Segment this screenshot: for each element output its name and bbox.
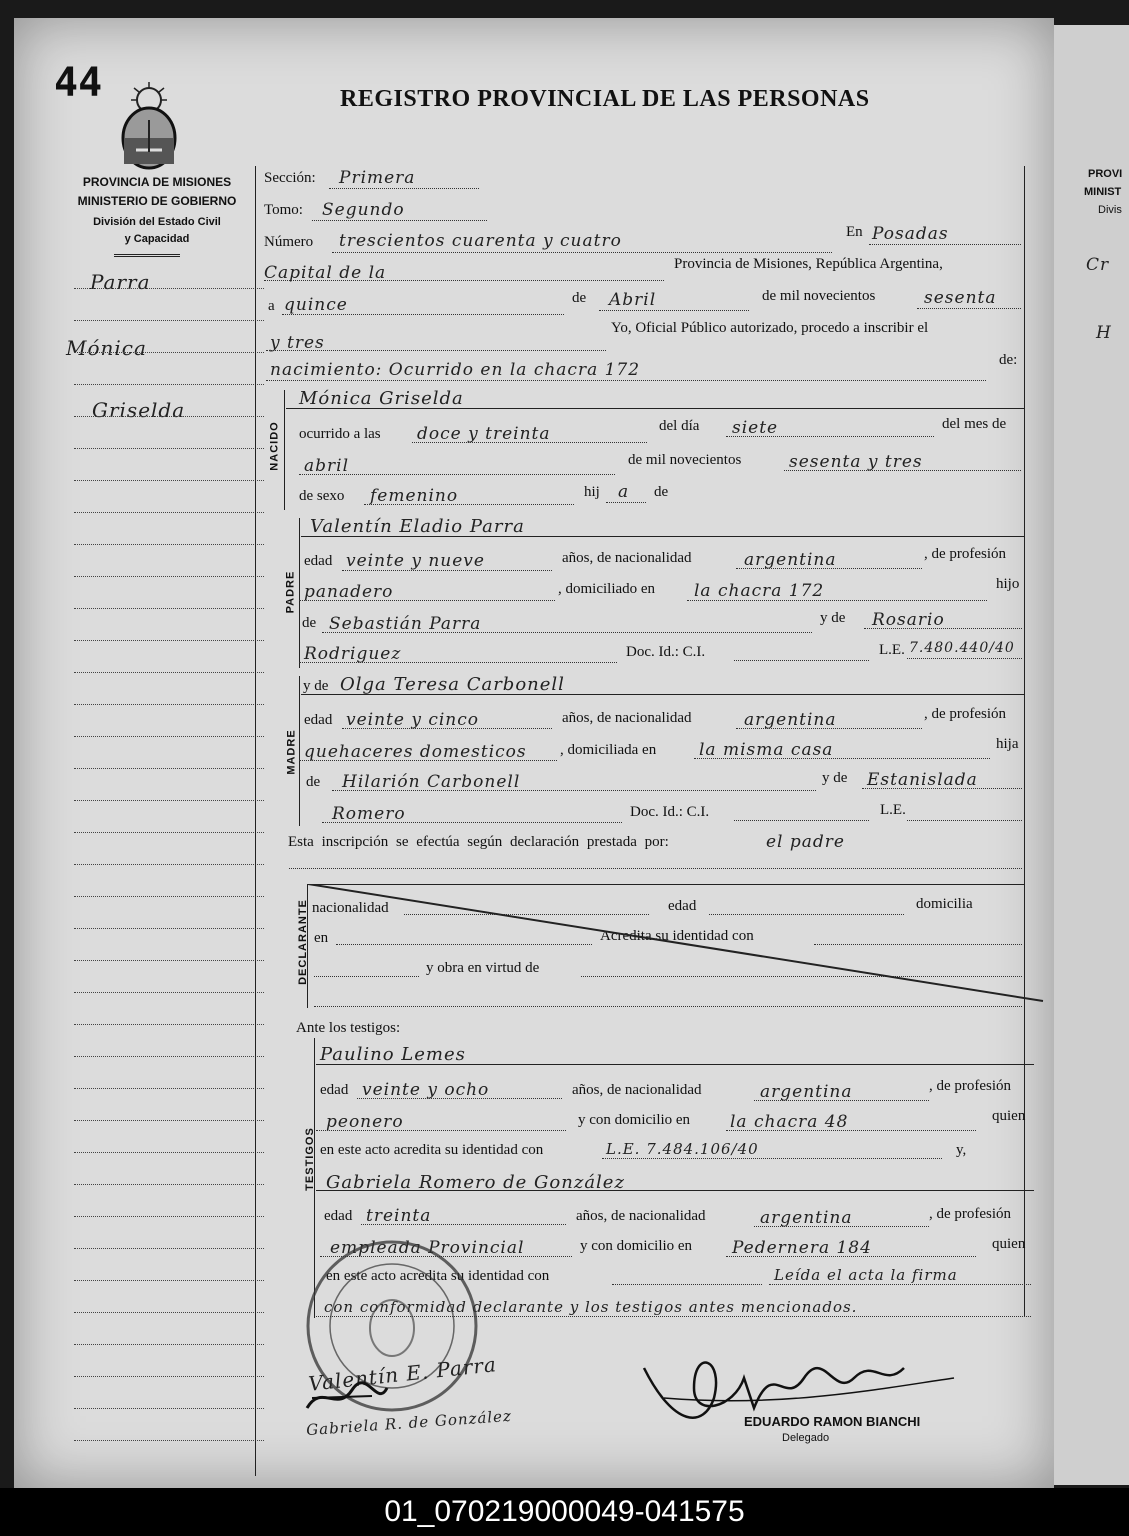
nacido-anio-value: sesenta y tres (789, 452, 923, 472)
right-page-text-1: PROVI (1088, 168, 1123, 180)
margin-rule (74, 1248, 264, 1249)
madre-hija-label: hija (996, 736, 1019, 752)
mes-label: del mes de (942, 416, 1007, 432)
padre-bracket (299, 518, 300, 668)
madre-dom-label: , domiciliada en (560, 742, 657, 758)
testigo-1-nombre: Paulino Lemes (320, 1044, 466, 1065)
padre-section-label: PADRE (284, 570, 297, 614)
testigos-section-label: TESTIGOS (303, 1127, 316, 1191)
division-label-2: y Capacidad (124, 233, 190, 245)
hora-value: doce y treinta (417, 424, 551, 444)
margin-rule (74, 1280, 264, 1281)
testigo-2-edad-label: edad (324, 1208, 353, 1224)
padre-prof-value: panadero (304, 582, 394, 602)
margin-rule (74, 544, 264, 545)
declarante-acredita: Acredita su identidad con (600, 928, 754, 944)
testigo-1-quien: quien (992, 1108, 1026, 1124)
page-title: REGISTRO PROVINCIAL DE LAS PERSONAS (340, 86, 870, 112)
margin-rule (74, 768, 264, 769)
margin-rule (74, 1312, 264, 1313)
madre-nac-value: argentina (744, 710, 837, 730)
margin-rule (74, 608, 264, 609)
numero-value: trescientos cuarenta y cuatro (339, 231, 622, 251)
document-code: 01_070219000049-041575 (0, 1488, 1129, 1536)
testigo-1-dom-label: y con domicilio en (578, 1112, 691, 1128)
testigo-1-prof-label: , de profesión (929, 1078, 1012, 1094)
en-value: Posadas (872, 224, 949, 244)
declarante-cancel-line (308, 884, 1048, 1004)
ministry-label: MINISTERIO DE GOBIERNO (77, 194, 237, 208)
madre-le-label: L.E. (880, 802, 906, 818)
leida-text: Leída el acta la firma (774, 1266, 958, 1284)
padre-le-value: 7.480.440/40 (909, 640, 1015, 656)
madre-edad-value: veinte y cinco (346, 710, 480, 730)
conformidad-text: con conformidad declarante y los testigos antes mencionados. (324, 1298, 858, 1316)
nacimiento-value: nacimiento: Ocurrido en la chacra 172 (270, 360, 641, 380)
margin-rule (74, 1216, 264, 1217)
madre-bracket (299, 676, 300, 826)
testigo-1-y-label: y, (956, 1142, 967, 1158)
padre-madre-de: Rosario (872, 610, 945, 630)
right-border (1024, 166, 1025, 1316)
declarante-en: en (314, 930, 329, 946)
tomo-value: Segundo (322, 200, 405, 220)
margin-rule (74, 928, 264, 929)
margin-rule (74, 896, 264, 897)
testigo-2-edad: treinta (366, 1206, 432, 1226)
provincia-text: Provincia de Misiones, República Argentina, (674, 256, 943, 272)
de-label: de (572, 290, 587, 306)
padre-doc-label: Doc. Id.: C.I. (626, 644, 706, 660)
margin-surname: Parra (90, 270, 151, 294)
dia-label: del día (659, 418, 700, 434)
margin-rule (74, 832, 264, 833)
margin-rule (74, 320, 264, 321)
padre-dom-label: , domiciliado en (558, 581, 656, 597)
testigo-2-prof: empleada Provincial (330, 1238, 525, 1258)
official-name: EDUARDO RAMON BIANCHI (744, 1414, 921, 1429)
madre-madre-de: Estanislada (867, 770, 978, 790)
testigos-ante: Ante los testigos: (296, 1020, 401, 1036)
padre-nac-value: argentina (744, 550, 837, 570)
declarante-obra: y obra en virtud de (426, 960, 540, 976)
margin-rule (74, 1408, 264, 1409)
official-role: Delegado (782, 1432, 830, 1444)
a-value: quince (284, 295, 348, 315)
margin-rule (74, 864, 264, 865)
madre-prof-label: , de profesión (924, 706, 1007, 722)
nacido-mil-label: de mil novecientos (628, 452, 742, 468)
en-label: En (846, 224, 863, 240)
margin-rule (74, 1120, 264, 1121)
madre-dom-value: la misma casa (699, 740, 834, 760)
margin-rule (74, 384, 264, 385)
testigo-1-doc: L.E. 7.484.106/40 (606, 1140, 759, 1158)
signature-witness-1-icon (302, 1378, 392, 1418)
madre-nac-label: años, de nacionalidad (562, 710, 692, 726)
testigo-2-prof-label: , de profesión (929, 1206, 1012, 1222)
padre-prof-label: , de profesión (924, 546, 1007, 562)
testigo-1-prof: peonero (326, 1112, 404, 1132)
margin-rule (74, 576, 264, 577)
testigo-1-nac-label: años, de nacionalidad (572, 1082, 702, 1098)
madre-y-de-label: y de (303, 678, 329, 694)
testigo-2-nac-label: años, de nacionalidad (576, 1208, 706, 1224)
padre-de-label: de (302, 615, 317, 631)
madre-edad-label: edad (304, 712, 333, 728)
hij-value: a (618, 482, 630, 502)
margin-rule (74, 352, 264, 353)
margin-divider (255, 166, 256, 1476)
padre-padre-de: Sebastián Parra (329, 614, 482, 634)
madre-padre-de: Hilarión Carbonell (342, 772, 521, 792)
margin-rule (74, 416, 264, 417)
mil-text: de mil novecientos (762, 288, 876, 304)
padre-dom-value: la chacra 172 (694, 581, 825, 601)
margin-rule (74, 736, 264, 737)
oficial-text: Yo, Oficial Público autorizado, procedo a inscribir el (611, 320, 929, 336)
margin-rule (74, 704, 264, 705)
margin-rule (74, 672, 264, 673)
padre-nombre: Valentín Eladio Parra (310, 516, 525, 537)
nacido-mes-value: abril (304, 456, 350, 476)
testigo-2-dom: Pedernera 184 (732, 1238, 872, 1258)
margin-rule (74, 1152, 264, 1153)
testigo-1-nac: argentina (760, 1082, 853, 1102)
madre-doc-label: Doc. Id.: C.I. (630, 804, 710, 820)
margin-name-2: Griselda (92, 398, 186, 422)
declarante-nacionalidad: nacionalidad (312, 900, 389, 916)
page-number: 44 (54, 60, 103, 106)
sexo-label: de sexo (299, 488, 345, 504)
registry-page (14, 18, 1054, 1488)
mes-value: Abril (609, 290, 657, 310)
seccion-value: Primera (339, 168, 416, 188)
testigo-2-acto-label: en este acto acredita su identidad con (326, 1268, 550, 1284)
signature-witness-2: Gabriela R. de González (305, 1406, 513, 1440)
adjacent-page (1048, 25, 1129, 1485)
header-divider (114, 254, 180, 257)
madre-y-de2-label: y de (822, 770, 848, 786)
padre-le-label: L.E. (879, 642, 905, 658)
testigo-1-dom: la chacra 48 (730, 1112, 849, 1132)
padre-y-de-label: y de (820, 610, 846, 626)
anio-value: sesenta (924, 288, 997, 308)
nacido-de-label: de (654, 484, 669, 500)
padre-hijo-label: hijo (996, 576, 1020, 592)
declarante-section-label: DECLARANTE (296, 899, 309, 985)
margin-rule (74, 480, 264, 481)
declaracion-text: Esta inscripción se efectúa según declaración prestada por: (288, 834, 669, 850)
a-label: a (268, 298, 275, 314)
padre-nac-label: años, de nacionalidad (562, 550, 692, 566)
declarante-edad: edad (668, 898, 697, 914)
madre-prof-value: quehaceres domesticos (304, 742, 527, 762)
madre-nombre: Olga Teresa Carbonell (340, 674, 565, 695)
margin-rule (74, 1088, 264, 1089)
declaracion-value: el padre (766, 832, 845, 852)
right-page-name-2: H (1096, 323, 1112, 343)
hij-label: hij (584, 484, 600, 500)
margin-rule (74, 1056, 264, 1057)
margin-name-1: Mónica (66, 336, 147, 360)
right-page-name-1: Cr (1086, 255, 1110, 275)
sexo-value: femenino (370, 486, 459, 506)
testigo-2-dom-label: y con domicilio en (580, 1238, 693, 1254)
margin-rule (74, 960, 264, 961)
ocurrido-label: ocurrido a las (299, 426, 381, 442)
tomo-label: Tomo: (264, 202, 303, 218)
margin-rule (74, 1344, 264, 1345)
testigo-1-edad-label: edad (320, 1082, 349, 1098)
margin-rule (74, 512, 264, 513)
testigo-2-quien: quien (992, 1236, 1026, 1252)
margin-rule (74, 448, 264, 449)
division-label: División del Estado Civil (93, 216, 221, 228)
declarante-domicilia: domicilia (916, 896, 973, 912)
testigo-2-nac: argentina (760, 1208, 853, 1228)
testigo-1-edad: veinte y ocho (362, 1080, 490, 1100)
signature-father: Valentín E. Parra (307, 1352, 498, 1396)
margin-rule (74, 640, 264, 641)
coat-of-arms-icon (114, 80, 184, 170)
padre-edad-label: edad (304, 553, 333, 569)
margin-rule (74, 288, 264, 289)
right-page-text-3: Divis (1098, 204, 1122, 216)
right-page-text-2: MINIST (1084, 186, 1122, 198)
province-label: PROVINCIA DE MISIONES (82, 175, 232, 189)
capital-value: Capital de la (264, 263, 387, 283)
margin-rule (74, 1024, 264, 1025)
margin-rule (74, 1440, 264, 1441)
margin-rule (74, 800, 264, 801)
nacido-bracket (284, 390, 285, 510)
de-colon: de: (999, 352, 1018, 368)
numero-label: Número (264, 234, 314, 250)
margin-rule (74, 992, 264, 993)
dia-value: siete (732, 418, 779, 438)
seccion-label: Sección: (264, 170, 316, 186)
padre-edad-value: veinte y nueve (346, 551, 485, 571)
madre-de-label: de (306, 774, 321, 790)
margin-rule (74, 1376, 264, 1377)
nacido-nombre: Mónica Griselda (299, 388, 464, 409)
nacido-section-label: NACIDO (268, 421, 281, 471)
testigo-1-acto-label: en este acto acredita su identidad con (320, 1142, 544, 1158)
margin-rule (74, 1184, 264, 1185)
y-tres-value: y tres (270, 333, 325, 353)
padre-madre-de-2: Rodriguez (304, 644, 402, 664)
madre-madre-de-2: Romero (332, 804, 406, 824)
testigo-2-nombre: Gabriela Romero de González (326, 1172, 625, 1193)
madre-section-label: MADRE (285, 729, 298, 775)
